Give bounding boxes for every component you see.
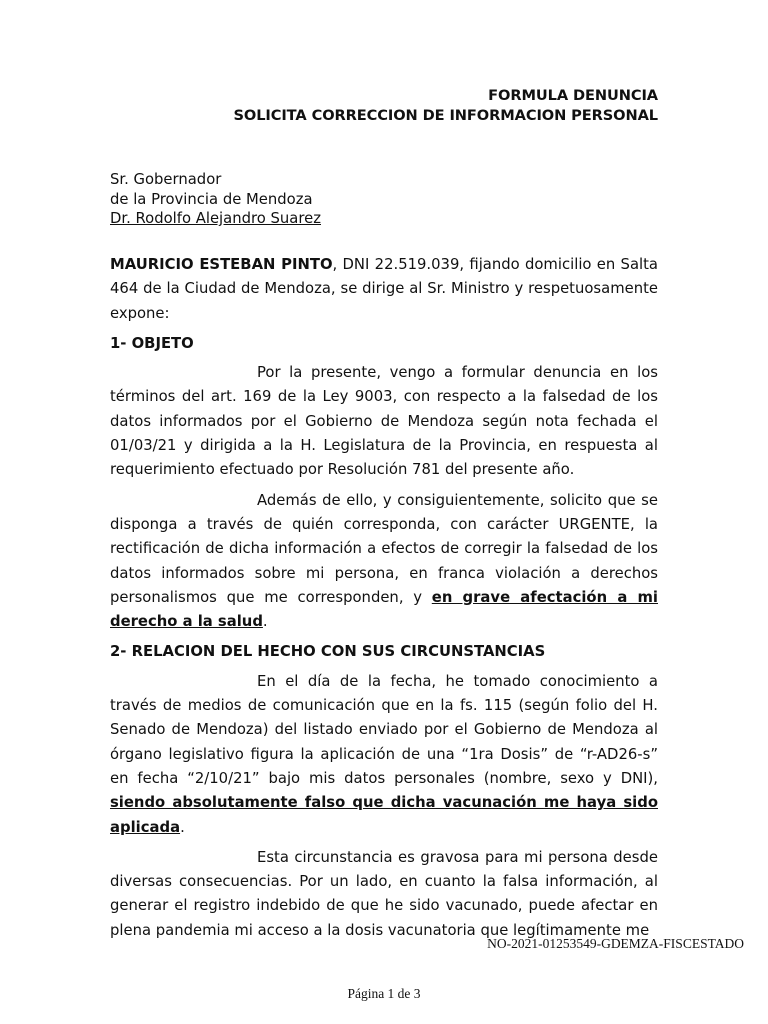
addressee-line-3: Dr. Rodolfo Alejandro Suarez [110, 210, 321, 227]
addressee-line-2: de la Provincia de Mendoza [110, 190, 313, 208]
section-2-paragraph-1 [110, 670, 658, 840]
section-2-emphasis: siendo absolutamente falso que dicha vacunación me haya sido aplicada [110, 794, 658, 836]
complainant-name: MAURICIO ESTEBAN PINTO [110, 256, 333, 273]
section-2-paragraph-1-end: . [180, 818, 185, 836]
section-1-paragraph-2-end: . [262, 613, 268, 631]
document-subtitle: SOLICITA CORRECCION DE INFORMACION PERSONAL [233, 107, 658, 124]
section-1-paragraph-1: Por la presente, vengo a formular denuncia en los términos del art. 169 de la Ley 9003, con respecto a la falsedad de los datos informados por el Gobierno de Mendoza según nota fechada el 01/03/21 y dirigida a la H. Legislatura de la Provincia, en respuesta al requerimiento efectuado por Resolución 781 del presente año. [110, 364, 658, 479]
document-title: FORMULA DENUNCIA [488, 87, 658, 104]
section-1-emphasis: en grave afectación a mi derecho a la salud [110, 588, 658, 631]
intro-paragraph [110, 253, 658, 326]
page-number: Página 1 de 3 [347, 986, 421, 1001]
section-1-title: 1- OBJETO [110, 334, 194, 352]
section-1-paragraph-2 [110, 489, 658, 635]
addressee-line-1: Sr. Gobernador [110, 171, 222, 188]
section-2-title: 2- RELACION DEL HECHO CON SUS CIRCUNSTANCIAS [110, 643, 546, 661]
document-reference-number: NO-2021-01253549-GDEMZA-FISCESTADO [487, 936, 744, 951]
intro-text: , DNI 22.519.039, fijando domicilio en Salta 464 de la Ciudad de Mendoza, se dirige al Sr. Ministro y respetuosamente expone: [110, 256, 658, 322]
section-2-paragraph-1-text: En el día de la fecha, he tomado conocimiento a través de medios de comunicación que en la fs. 115 (según folio del H. Senado de Mendoza) del listado enviado por el Gobierno de Mendoza al órgano legislativo figura la aplicación de una “1ra Dosis” de “r-AD26-s” en fecha “2/10/21” bajo mis datos personales (nombre, sexo y DNI), [110, 672, 658, 787]
document-body [110, 253, 658, 949]
section-1-paragraph-2-text: Además de ello, y consiguientemente, solicito que se disponga a través de quién corresponda, con carácter URGENTE, la rectificación de dicha información a efectos de corregir la falsedad de los datos informados sobre mi persona, en franca violación a derechos personalismos que me corresponden, y [110, 491, 658, 606]
section-2-paragraph-2: Esta circunstancia es gravosa para mi persona desde diversas consecuencias. Por un lado, en cuanto la falsa información, al generar el registro indebido de que he sido vacunado, puede afectar en plena pandemia mi acceso a la dosis vacunatoria que legítimamente me [110, 848, 658, 939]
addressee-block [110, 170, 321, 229]
